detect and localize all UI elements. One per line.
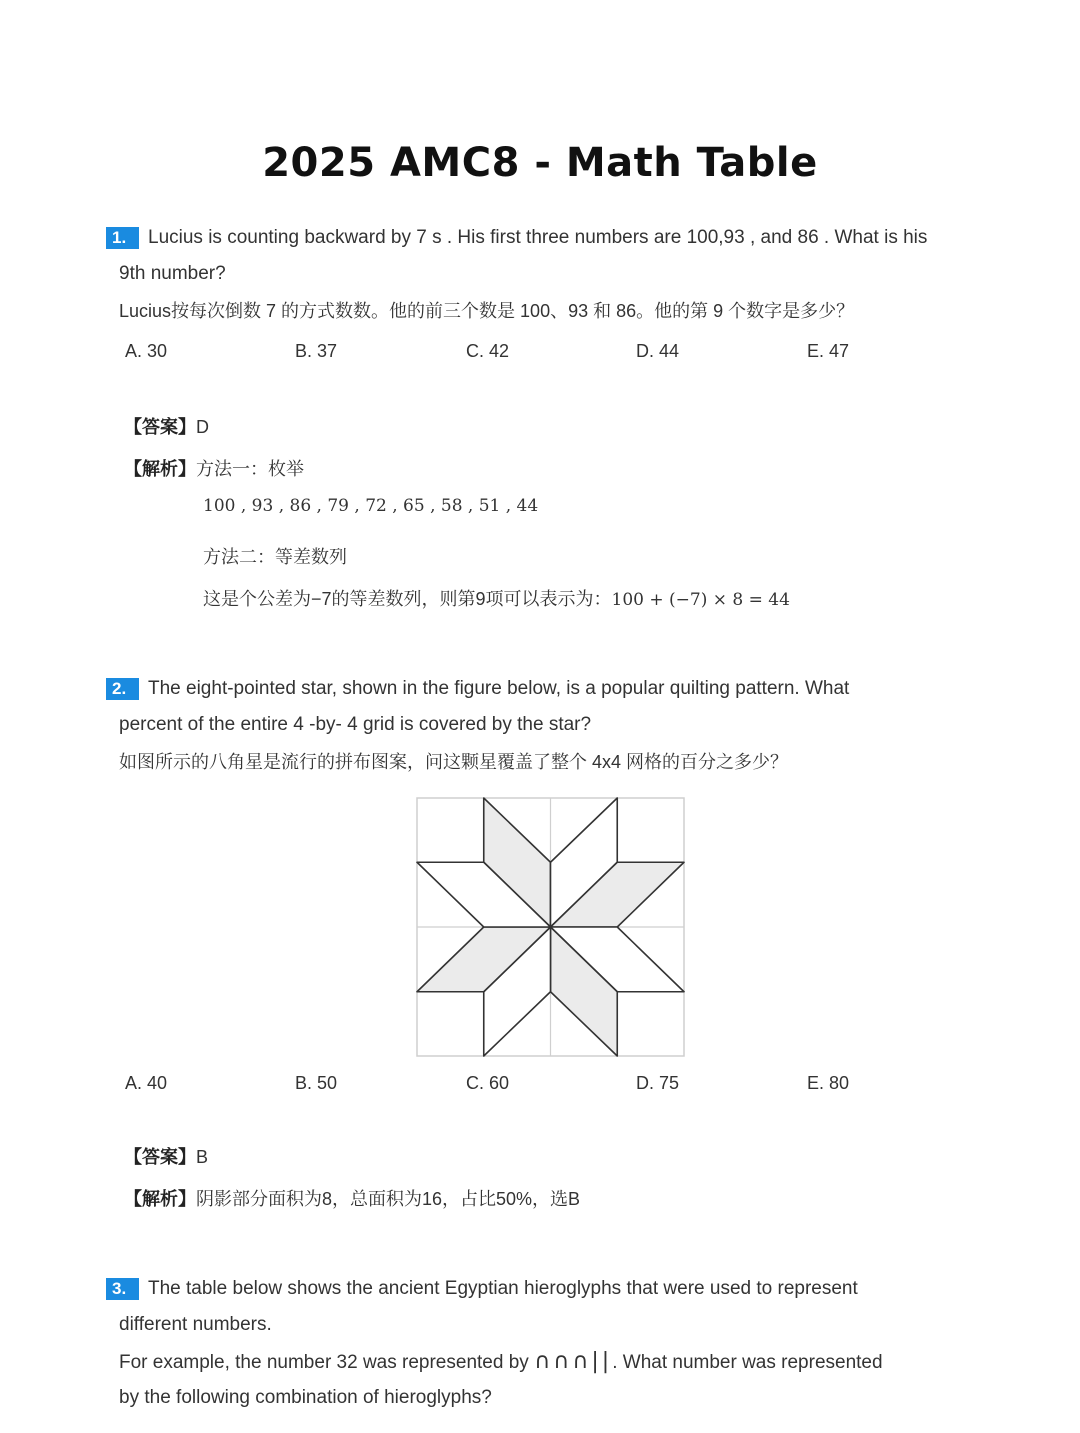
star-figure xyxy=(416,797,686,1064)
q2-choice-b[interactable]: B. 50 xyxy=(295,1073,338,1093)
page-title: 2025 AMC8 - Math Table xyxy=(262,140,818,186)
q1-formula: 100 + (−7) × 8 = 44 xyxy=(611,590,790,610)
q1-method2-desc: 这是个公差为−7的等差数列，则第9项可以表示为： xyxy=(203,589,612,609)
q2-choice-d[interactable]: D. 75 xyxy=(636,1073,680,1093)
q1-analysis-label: 【解析】 xyxy=(124,459,196,479)
q2-analysis-label: 【解析】 xyxy=(124,1189,196,1209)
q3-example-before: For example, the number 32 was represented by xyxy=(119,1352,535,1373)
q2-analysis xyxy=(124,1185,580,1211)
q2-answer-label: 【答案】 xyxy=(124,1147,196,1167)
question-3-number: 3. xyxy=(106,1278,139,1300)
star-grid-svg xyxy=(416,797,686,1059)
q1-choice-e[interactable]: E. 47 xyxy=(807,341,850,361)
q1-sequence: 100 , 93 , 86 , 79 , 72 , 65 , 58 , 51 , 44 xyxy=(203,496,539,516)
q2-analysis-text: 阴影部分面积为8，总面积为16，占比50%，选B xyxy=(196,1189,581,1209)
q1-text-line1: Lucius is counting backward by 7 s . His first three numbers are 100,93 , and 86 . What is his xyxy=(148,227,928,248)
q1-analysis xyxy=(124,455,304,481)
q2-choice-e[interactable]: E. 80 xyxy=(807,1073,850,1093)
q1-choice-c[interactable]: C. 42 xyxy=(466,341,510,361)
q1-method2: 方法二：等差数列 xyxy=(203,547,347,567)
q1-answer-label: 【答案】 xyxy=(124,417,196,437)
q1-text-line2: 9th number? xyxy=(119,263,226,284)
q1-choice-a[interactable]: A. 30 xyxy=(125,341,168,361)
q2-choice-a[interactable]: A. 40 xyxy=(125,1073,168,1093)
q2-text-line2: percent of the entire 4 -by- 4 grid is covered by the star? xyxy=(119,714,592,735)
q2-text-chinese: 如图所示的八角星是流行的拼布图案，问这颗星覆盖了整个 4x4 网格的百分之多少？ xyxy=(119,752,789,772)
q3-text-line3 xyxy=(119,1350,883,1375)
q3-text-line2: different numbers. xyxy=(119,1314,272,1335)
question-1-number: 1. xyxy=(106,227,139,249)
q2-text-line1: The eight-pointed star, shown in the figure below, is a popular quilting pattern. What xyxy=(148,678,850,699)
q2-answer xyxy=(124,1143,208,1169)
q1-method2-text xyxy=(203,585,790,611)
q1-answer xyxy=(124,413,209,439)
q1-text-chinese: Lucius按每次倒数 7 的方式数数。他的前三个数是 100、93 和 86。他的第 9 个数字是多少？ xyxy=(119,301,855,321)
q2-answer-value: B xyxy=(196,1147,209,1167)
q3-text-line4: by the following combination of hieroglyphs? xyxy=(119,1387,492,1408)
q3-text-line1: The table below shows the ancient Egyptian hieroglyphs that were used to represent xyxy=(148,1278,858,1299)
q1-answer-value: D xyxy=(196,417,209,437)
hieroglyph-example: ∩∩∩|| xyxy=(534,1349,613,1374)
q1-choice-b[interactable]: B. 37 xyxy=(295,341,338,361)
q2-choice-c[interactable]: C. 60 xyxy=(466,1073,510,1093)
question-2-number: 2. xyxy=(106,678,139,700)
q1-choice-d[interactable]: D. 44 xyxy=(636,341,680,361)
q1-method1: 方法一：枚举 xyxy=(196,459,304,479)
q3-example-after: . What number was represented xyxy=(612,1352,883,1373)
